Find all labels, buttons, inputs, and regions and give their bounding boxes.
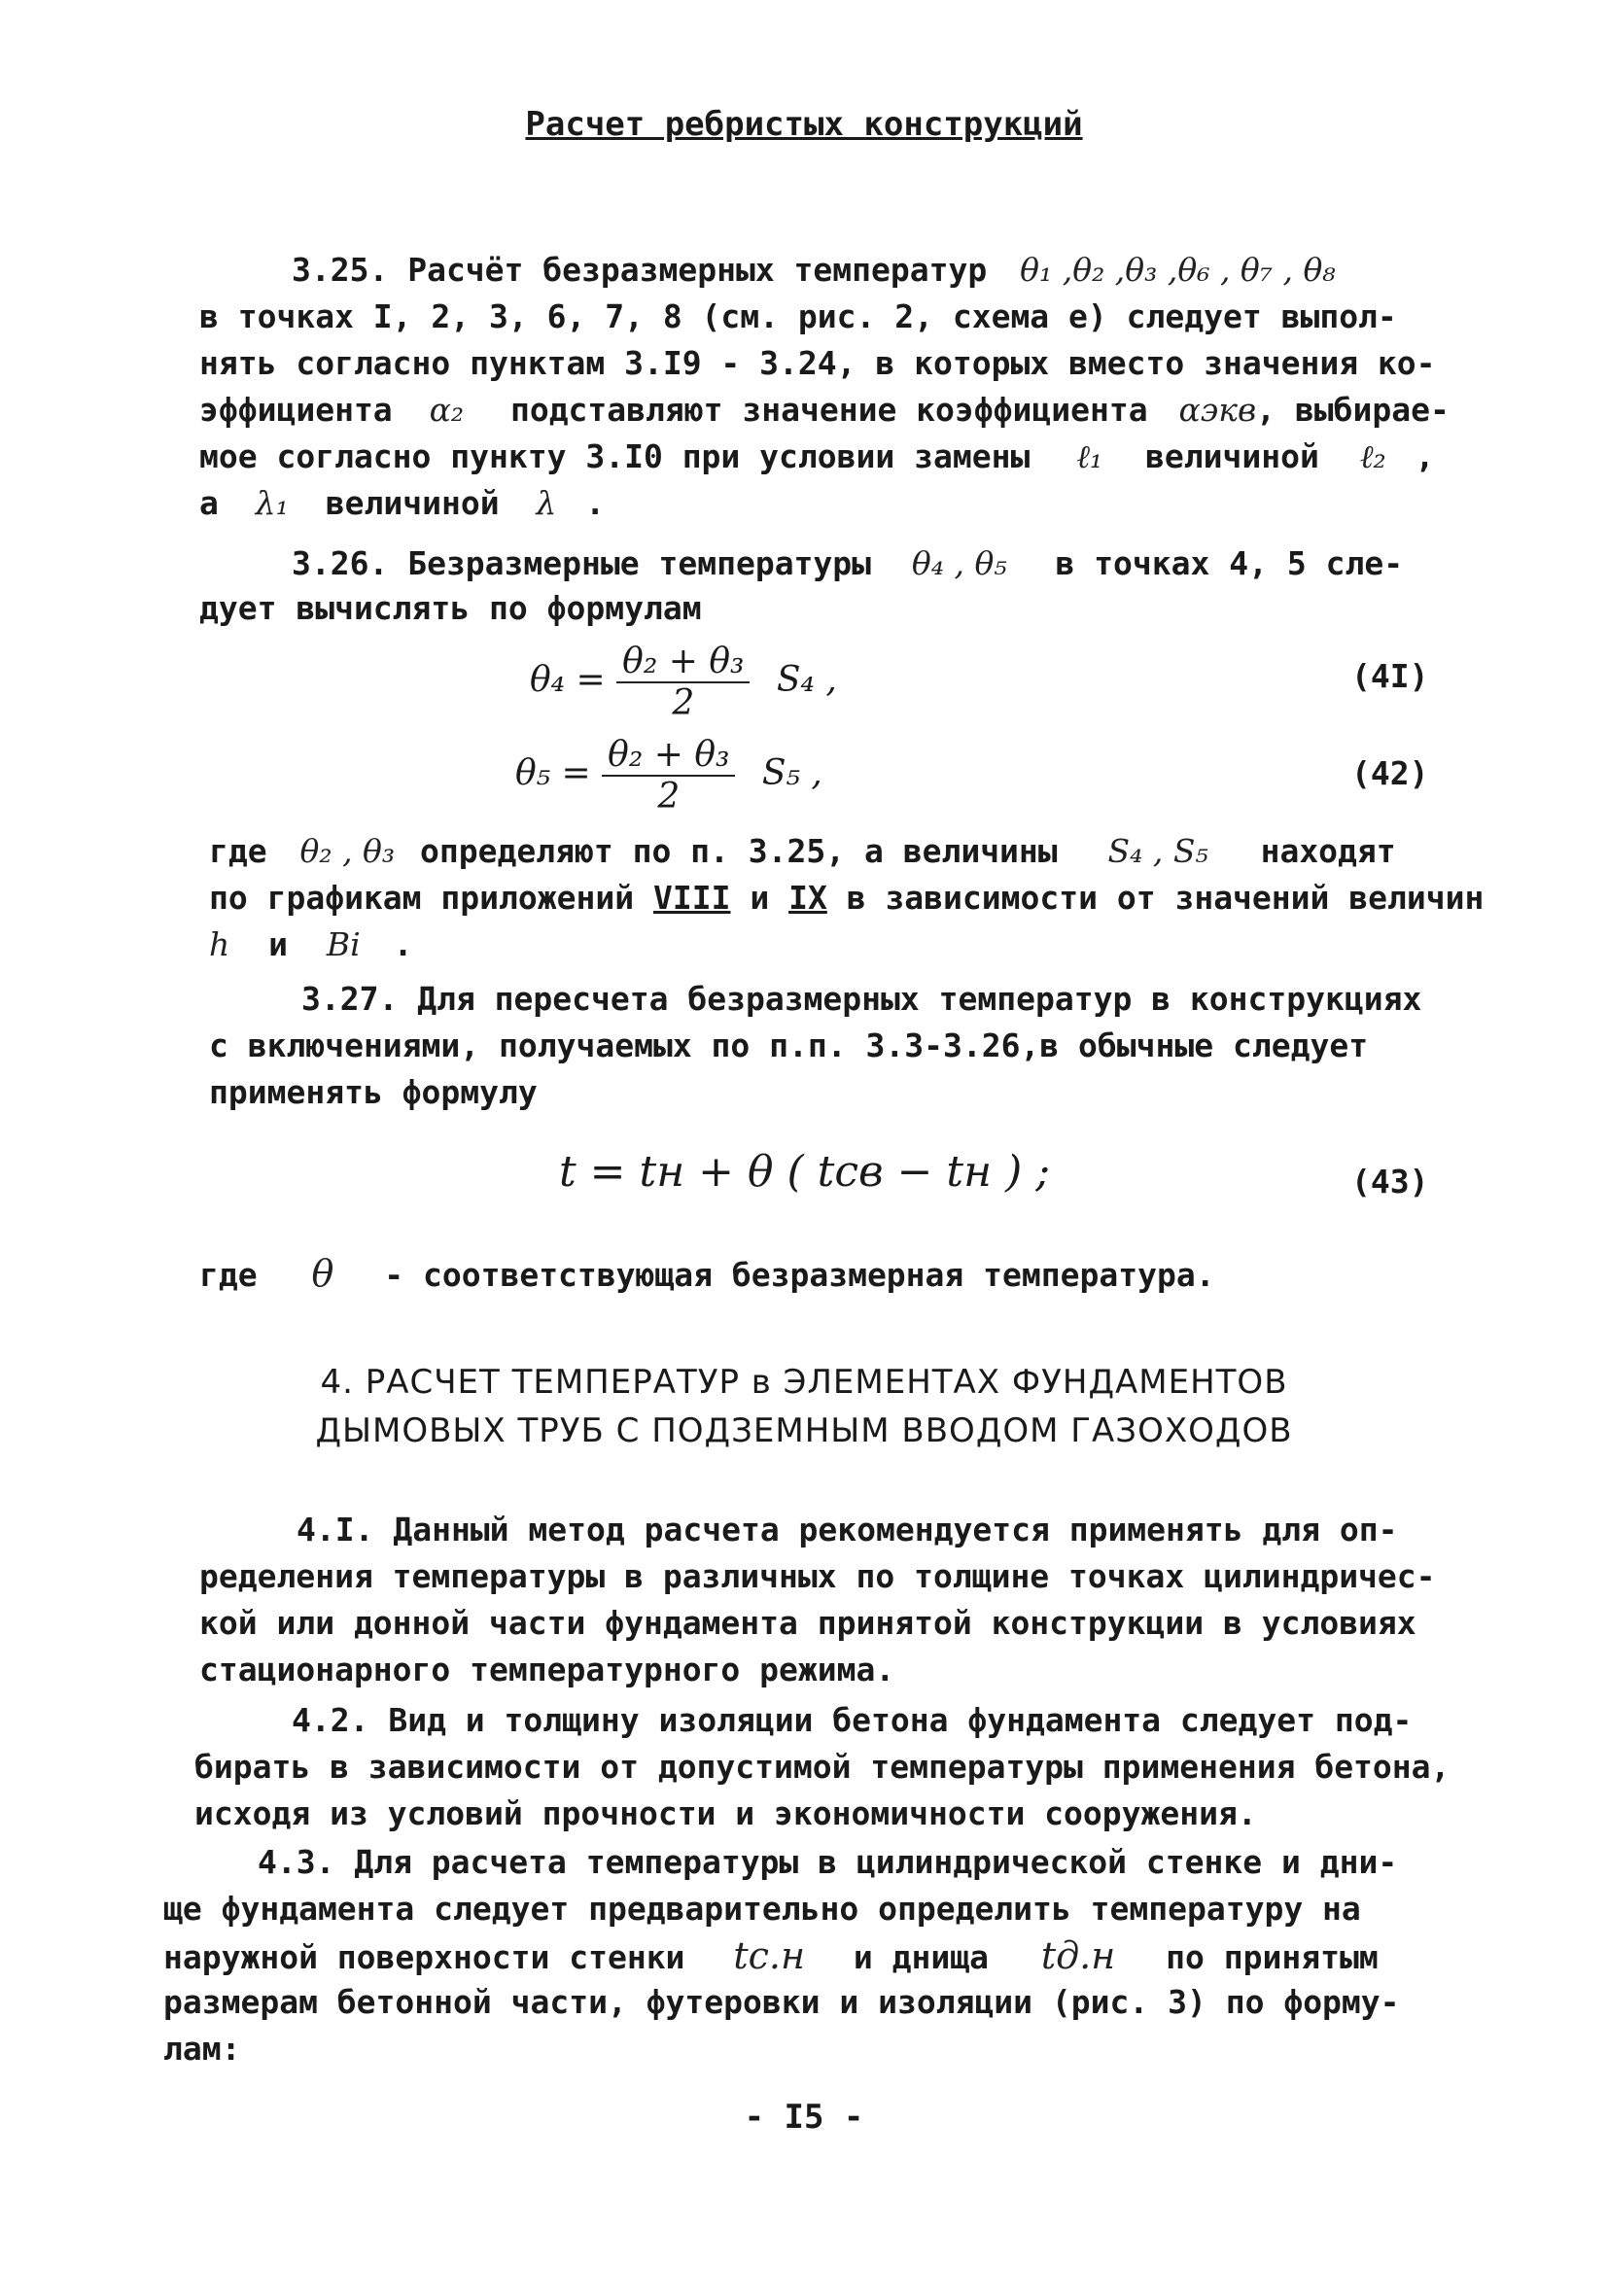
text: в точках 4, 5 сле- bbox=[1055, 544, 1404, 582]
theta-variable: θ bbox=[311, 1252, 334, 1295]
section-4-heading-line-1: 4. РАСЧЕТ ТЕМПЕРАТУР в ЭЛЕМЕНТАХ ФУНДАМЕНТОВ bbox=[320, 1363, 1288, 1402]
numerator: θ₂ + θ₃ bbox=[616, 642, 750, 683]
formula-rhs: S₅ , bbox=[761, 753, 822, 793]
text: . bbox=[585, 484, 606, 522]
text: в зависимости от значений величин bbox=[846, 879, 1485, 917]
text: находят bbox=[1260, 832, 1396, 870]
para-3-25-line-5 bbox=[199, 437, 1434, 476]
fraction bbox=[602, 735, 735, 817]
l2-variable: ℓ₂ bbox=[1359, 437, 1386, 475]
para-3-25-line-3: нять согласно пунктам 3.I9 - 3.24, в которых вместо значения ко- bbox=[199, 344, 1436, 382]
text: определяют по п. 3.25, а величины bbox=[420, 832, 1058, 870]
page-number: - I5 - bbox=[744, 2098, 864, 2137]
para-4-1-line-1: 4.I. Данный метод расчета рекомендуется применять для оп- bbox=[297, 1511, 1398, 1548]
para-4-3-line-3 bbox=[163, 1936, 1379, 1977]
equation-number-42: (42) bbox=[1351, 754, 1429, 792]
alpha-ekv-variable: αэкв bbox=[1178, 391, 1257, 429]
text: наружной поверхности стенки bbox=[163, 1938, 685, 1976]
text: и bbox=[268, 925, 289, 963]
section-title: Расчет ребристых конструкций bbox=[525, 105, 1083, 144]
equation-number-41: (4I) bbox=[1351, 657, 1429, 695]
text: 3.26. Безразмерные температуры bbox=[292, 544, 872, 582]
text: по графикам приложений bbox=[209, 879, 635, 917]
para-3-26-where-line-1 bbox=[209, 832, 1396, 871]
text: по принятым bbox=[1166, 1938, 1379, 1976]
text: . bbox=[393, 925, 413, 963]
para-3-25-line-1 bbox=[292, 251, 1336, 290]
para-3-26-line-2: дует вычислять по формулам bbox=[199, 589, 702, 627]
section-4-heading-line-2: ДЫМОВЫХ ТРУБ С ПОДЗЕМНЫМ ВВОДОМ ГАЗОХОДОВ bbox=[315, 1411, 1293, 1450]
theta-2-3-variables: θ₂ , θ₃ bbox=[299, 832, 396, 870]
para-3-25-line-6 bbox=[199, 484, 605, 523]
formula-lhs: θ₅ = bbox=[515, 753, 591, 793]
appendix-9-ref: IX bbox=[788, 879, 827, 917]
l1-variable: ℓ₁ bbox=[1076, 437, 1103, 475]
para-4-3-line-1: 4.3. Для расчета температуры в цилиндрической стенке и дни- bbox=[258, 1843, 1398, 1881]
para-4-3-line-5: лам: bbox=[163, 2030, 241, 2068]
text: и днища bbox=[853, 1938, 989, 1976]
para-3-25-line-4 bbox=[199, 391, 1450, 430]
text: эффициента bbox=[199, 391, 393, 429]
para-3-27-line-2: с включениями, получаемых по п.п. 3.3-3.26,в обычные следует bbox=[209, 1026, 1369, 1064]
theta-4-5-variables: θ₄ , θ₅ bbox=[911, 544, 1007, 582]
h-variable: h bbox=[209, 925, 230, 963]
theta-variables: θ₁ ,θ₂ ,θ₃ ,θ₆ , θ₇ , θ₈ bbox=[1020, 251, 1336, 289]
formula-42 bbox=[515, 735, 822, 817]
para-3-25-line-2: в точках I, 2, 3, 6, 7, 8 (см. рис. 2, схема е) следует выпол- bbox=[199, 297, 1397, 335]
formula-lhs: θ₄ = bbox=[530, 660, 606, 700]
para-3-26-line-1 bbox=[292, 544, 1403, 583]
para-4-2-line-2: бирать в зависимости от допустимой температуры применения бетона, bbox=[194, 1748, 1451, 1786]
denominator: 2 bbox=[657, 777, 681, 817]
para-3-26-where-line-3 bbox=[209, 925, 412, 964]
para-4-3-line-2: ще фундамента следует предварительно определить температуру на bbox=[163, 1890, 1361, 1928]
para-3-27-line-3: применять формулу bbox=[209, 1073, 538, 1111]
bi-variable: Bi bbox=[326, 925, 361, 963]
text: величиной bbox=[325, 484, 500, 522]
para-4-1-line-3: кой или донной части фундамента принятой конструкции в условиях bbox=[199, 1604, 1416, 1642]
fraction bbox=[616, 642, 750, 723]
formula-41 bbox=[530, 642, 837, 723]
para-4-2-line-3: исходя из условий прочности и экономичности сооружения. bbox=[194, 1794, 1257, 1832]
text: мое согласно пункту 3.I0 при условии замены bbox=[199, 437, 1031, 475]
text: , выбирае- bbox=[1256, 391, 1450, 429]
s-4-5-variables: S₄ , S₅ bbox=[1107, 832, 1208, 870]
appendix-8-ref: VIII bbox=[652, 879, 731, 917]
text: а bbox=[199, 484, 219, 522]
numerator: θ₂ + θ₃ bbox=[602, 735, 735, 777]
para-3-27-line-1: 3.27. Для пересчета безразмерных температур в конструкциях bbox=[301, 980, 1422, 1018]
para-3-27-where-line bbox=[199, 1254, 1215, 1295]
text: и bbox=[750, 879, 770, 917]
text: 3.25. Расчёт безразмерных температур bbox=[292, 251, 988, 289]
equation-number-43: (43) bbox=[1351, 1163, 1429, 1200]
t-surface-bottom-variable: tд.н bbox=[1040, 1934, 1116, 1977]
text: величиной bbox=[1145, 437, 1319, 475]
formula-rhs: S₄ , bbox=[776, 660, 837, 700]
lambda-variable: λ bbox=[536, 484, 557, 522]
formula-43: t = tн + θ ( tсв − tн ) ; bbox=[559, 1147, 1051, 1197]
text: , bbox=[1415, 437, 1435, 475]
para-4-1-line-2: ределения температуры в различных по толщине точках цилиндричес- bbox=[199, 1557, 1436, 1595]
text: - соответствующая безразмерная температура. bbox=[384, 1256, 1215, 1294]
alpha-2-variable: α₂ bbox=[429, 391, 465, 429]
lambda-1-variable: λ₁ bbox=[255, 484, 289, 522]
text: где bbox=[209, 832, 267, 870]
t-surface-wall-variable: tс.н bbox=[733, 1934, 805, 1977]
denominator: 2 bbox=[672, 683, 695, 723]
text: где bbox=[199, 1256, 258, 1294]
para-4-2-line-1: 4.2. Вид и толщину изоляции бетона фундамента следует под- bbox=[292, 1701, 1413, 1739]
para-4-1-line-4: стационарного температурного режима. bbox=[199, 1651, 895, 1688]
text: подставляют значение коэффициента bbox=[509, 391, 1148, 429]
para-4-3-line-4: размерам бетонной части, футеровки и изоляции (рис. 3) по форму- bbox=[163, 1983, 1400, 2021]
para-3-26-where-line-2 bbox=[209, 879, 1484, 918]
